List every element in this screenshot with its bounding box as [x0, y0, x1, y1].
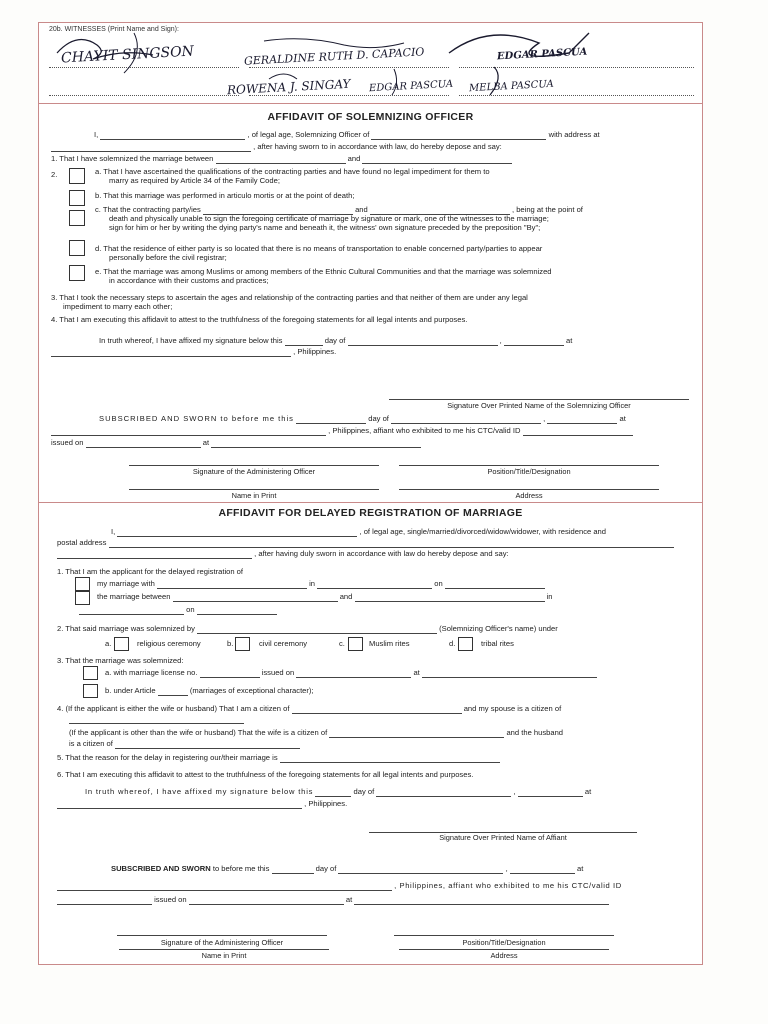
text: I,	[111, 527, 116, 536]
text: and my spouse is a citizen of	[463, 704, 562, 713]
text: to before me this	[212, 864, 270, 873]
day-field[interactable]	[272, 866, 314, 874]
a2-item5	[57, 754, 500, 763]
a1-item1	[51, 155, 512, 164]
a2-item4b	[69, 729, 563, 738]
text: and	[347, 154, 361, 163]
citizenship-field[interactable]	[292, 706, 462, 714]
a2-item1c	[79, 606, 277, 615]
a2-admin-caption: Signature of the Administering Officer	[160, 938, 284, 947]
a2-witness-line2	[57, 800, 347, 809]
a2-item3a	[105, 669, 597, 678]
text: 4. (If the applicant is either the wife or husband) That I am a citizen of	[57, 704, 290, 713]
a2-item6: 6. That I am executing this affidavit to attest to the truthfulness of the foregoing statements for all legal intents and purposes.	[57, 770, 474, 779]
delay-reason-field[interactable]	[280, 755, 500, 763]
a1-position-caption: Position/Title/Designation	[487, 467, 571, 476]
spouse-field[interactable]	[157, 581, 307, 589]
text: and the husband	[506, 728, 564, 737]
year-field[interactable]	[518, 789, 583, 797]
item2e-cont: in accordance with their customs and practices;	[109, 276, 269, 285]
text: day of	[353, 787, 375, 796]
text: b. under Article	[105, 686, 156, 695]
witness-name-2: GERALDINE RUTH D. CAPACIO	[243, 45, 425, 68]
party2-field[interactable]	[362, 156, 512, 164]
text: at	[202, 438, 210, 447]
checkbox-2a[interactable]	[69, 168, 85, 184]
a1-admin-caption: Signature of the Administering Officer	[192, 467, 316, 476]
a2-item4	[57, 705, 561, 714]
text: , Philippines.	[293, 347, 337, 356]
item2a-cont: marry as required by Article 34 of the Family Code;	[109, 176, 280, 185]
affidavit1-title: AFFIDAVIT OF SOLEMNIZING OFFICER	[267, 111, 474, 123]
issued-at-field[interactable]	[422, 670, 597, 678]
name-field[interactable]	[117, 529, 357, 537]
license-no-field[interactable]	[200, 670, 260, 678]
marriage-certificate-back-page	[38, 22, 703, 965]
text: at	[584, 787, 592, 796]
witness-name-5: EDGAR PASCUA	[368, 78, 454, 95]
a1-item4: 4. That I am executing this affidavit to attest to the truthfulness of the foregoing statements for all legal intents and purposes.	[51, 315, 468, 324]
a1-address-caption: Address	[515, 491, 543, 500]
witness-name-1: CHAYIT SINGSON	[60, 43, 195, 67]
text: is a citizen of	[69, 739, 113, 748]
text: at	[345, 895, 353, 904]
a2-item4c	[69, 740, 300, 749]
postal-address-field[interactable]	[109, 540, 674, 548]
text: , of legal age, Solemnizing Officer of	[247, 130, 370, 139]
wife-citizenship-field[interactable]	[329, 730, 504, 738]
text: c. That the contracting party/ies	[95, 205, 201, 214]
a2-sworn-line: SUBSCRIBED AND SWORN to before me this day of , at	[111, 864, 584, 873]
a2-intro-line2	[57, 539, 674, 548]
witness-name-6: MELBA PASCUA	[468, 78, 555, 95]
a2-name-caption: Name in Print	[201, 951, 247, 960]
text: (marriages of exceptional character);	[189, 686, 314, 695]
text: in	[546, 592, 553, 601]
text: issued on	[154, 895, 187, 904]
text: 5. That the reason for the delay in registering our/their marriage is	[57, 753, 278, 762]
a1-sworn-line2	[51, 427, 633, 436]
place-field[interactable]	[57, 883, 392, 891]
opt-d-letter: d.	[449, 639, 456, 648]
text: , Philippines, affiant who exhibited to me his CTC/valid ID	[328, 426, 521, 435]
item2a: a. That I have ascertained the qualifications of the contracting parties and have found no legal impediment for them to	[95, 167, 490, 176]
checkbox-civil[interactable]	[235, 637, 250, 651]
witness-name-4: ROWENA J. SINGAY	[226, 76, 351, 98]
opt-a-label: religious ceremony	[137, 639, 201, 648]
a1-item3: 3. That I took the necessary steps to ascertain the ages and relationship of the contracting parties and that neither of them are under any legal	[51, 293, 528, 302]
text: , Philippines, affiant who exhibited to me his CTC/valid ID	[394, 881, 622, 890]
text: at	[576, 864, 584, 873]
checkbox-religious[interactable]	[114, 637, 129, 651]
name-print-line[interactable]	[119, 949, 329, 950]
issued-on-field[interactable]	[189, 897, 344, 905]
address-cont-field[interactable]	[57, 551, 252, 559]
ctc-field[interactable]	[523, 428, 633, 436]
a2-item2	[57, 625, 558, 634]
text: , of legal age, single/married/divorced/widow/widower, with residence and	[359, 527, 606, 536]
checkbox-2c[interactable]	[69, 210, 85, 226]
month-field[interactable]	[338, 866, 503, 874]
item2e: e. That the marriage was among Muslims or among members of the Ethnic Cultural Communities and that the marriage was solemnized	[95, 267, 552, 276]
item2d-cont: personally before the civil registrar;	[109, 253, 227, 262]
month-field[interactable]	[391, 416, 541, 424]
text: , being at the point of	[511, 205, 583, 214]
text: SUBSCRIBED AND SWORN	[111, 864, 211, 873]
date-field[interactable]	[445, 581, 545, 589]
item2b: b. That this marriage was performed in articulo mortis or at the point of death;	[95, 191, 355, 200]
text: with address at	[548, 130, 600, 139]
text: I,	[94, 130, 99, 139]
a1-issued-line	[51, 439, 421, 448]
issued-on-field[interactable]	[86, 440, 201, 448]
checkbox-tribal[interactable]	[458, 637, 473, 651]
day-field[interactable]	[296, 416, 366, 424]
a2-item1a	[97, 580, 545, 589]
ctc-field[interactable]	[57, 897, 152, 905]
a1-witness-line2	[51, 348, 336, 357]
checkbox-article[interactable]	[83, 684, 98, 698]
place-field[interactable]	[51, 349, 291, 357]
month-field[interactable]	[376, 789, 511, 797]
a1-sworn-line: SUBSCRIBED AND SWORN to before me this day of , at	[99, 414, 626, 423]
position-line[interactable]	[394, 935, 614, 936]
position-line[interactable]	[399, 465, 659, 466]
text: at	[566, 336, 573, 345]
a2-item4-cont	[69, 715, 244, 724]
checkbox-my-marriage[interactable]	[75, 577, 90, 591]
checkbox-license[interactable]	[83, 666, 98, 680]
text: (Solemnizing Officer's name) under	[439, 624, 558, 633]
a1-intro-line	[94, 131, 600, 140]
issued-at-field[interactable]	[354, 897, 609, 905]
officer-field[interactable]	[197, 626, 437, 634]
text: postal address	[57, 538, 107, 547]
text: at	[619, 414, 626, 423]
year-field[interactable]	[547, 416, 617, 424]
text: in	[309, 579, 315, 588]
church-field[interactable]	[371, 132, 546, 140]
a2-signature-caption: Signature Over Printed Name of Affiant	[439, 833, 567, 842]
address-line[interactable]	[399, 489, 659, 490]
a1-intro-line2	[51, 143, 502, 152]
place-field[interactable]	[317, 581, 432, 589]
husband-citizenship-field[interactable]	[115, 741, 300, 749]
text: (If the applicant is other than the wife or husband) That the wife is a citizen of	[69, 728, 328, 737]
a2-item3b	[105, 687, 314, 696]
text: day of	[324, 336, 346, 345]
opt-c-letter: c.	[339, 639, 345, 648]
party1-field[interactable]	[216, 156, 346, 164]
day-field[interactable]	[315, 789, 351, 797]
text: and	[355, 205, 368, 214]
a1-witness-line: In truth whereof, I have affixed my signature below this day of , at	[99, 336, 573, 345]
opt-d-label: tribal rites	[481, 639, 514, 648]
issued-on-field[interactable]	[296, 670, 411, 678]
signature-line[interactable]	[389, 399, 689, 400]
a2-item1: 1. That I am the applicant for the delayed registration of	[57, 567, 244, 576]
text: a. with marriage license no.	[105, 668, 198, 677]
text: on	[434, 579, 443, 588]
opt-a-letter: a.	[105, 639, 112, 648]
place-field[interactable]	[51, 428, 326, 436]
affidavit2-title: AFFIDAVIT FOR DELAYED REGISTRATION OF MARRIAGE	[218, 507, 523, 519]
text: , after having sworn to in accordance with law, do hereby depose and say:	[253, 142, 502, 151]
item2c-cont2: sign for him or her by writing the dying party's name and beneath it, the witness' own signature preceded by the preposition "By";	[109, 223, 541, 232]
day-field[interactable]	[285, 338, 323, 346]
text: SUBSCRIBED AND SWORN to before me this	[99, 414, 294, 423]
affidavit-solemnizing-officer	[39, 103, 702, 483]
a1-item3-cont: impediment to marry each other;	[63, 302, 173, 311]
spouse-citizenship-field[interactable]	[69, 716, 244, 724]
a1-name-caption: Name in Print	[231, 491, 277, 500]
checkbox-2e[interactable]	[69, 265, 85, 281]
text: and	[339, 592, 353, 601]
name-field[interactable]	[100, 132, 245, 140]
checkbox-muslim[interactable]	[348, 637, 363, 651]
name-print-line[interactable]	[129, 489, 379, 490]
witnesses-label: 20b. WITNESSES (Print Name and Sign):	[49, 26, 179, 33]
a2-witness-line: In truth whereof, I have affixed my signature below this day of , at	[85, 787, 592, 796]
place-field[interactable]	[79, 607, 184, 615]
text: the marriage between	[97, 592, 171, 601]
opt-b-label: civil ceremony	[259, 639, 308, 648]
text: my marriage with	[97, 579, 155, 588]
opt-b-letter: b.	[227, 639, 234, 648]
a2-item1b	[97, 593, 553, 602]
admin-signature-line[interactable]	[117, 935, 327, 936]
item2d: d. That the residence of either party is so located that there is no means of transportation to enable concerned party/parties to appear	[95, 244, 543, 253]
date-field[interactable]	[197, 607, 277, 615]
item2c-cont: death and physically unable to sign the foregoing certificate of marriage by signature or mark, one of the witnesses to the marriage;	[109, 214, 549, 223]
text: 2. That said marriage was solemnized by	[57, 624, 195, 633]
checkbox-2b[interactable]	[69, 190, 85, 206]
party1-field[interactable]	[173, 594, 338, 602]
text: day of	[315, 864, 337, 873]
year-field[interactable]	[510, 866, 575, 874]
witness-name-3: EDGAR PASCUA	[496, 46, 588, 63]
address-line[interactable]	[399, 949, 609, 950]
text: , after having duly sworn in accordance with law do hereby depose and say:	[254, 549, 509, 558]
party2-field[interactable]	[355, 594, 545, 602]
checkbox-marriage-between[interactable]	[75, 591, 90, 605]
a2-intro-line	[111, 528, 606, 537]
a1-signature-caption: Signature Over Printed Name of the Solemnizing Officer	[447, 401, 631, 410]
a2-issued-line	[57, 896, 609, 905]
month-field[interactable]	[348, 338, 498, 346]
text: issued on	[51, 438, 84, 447]
checkbox-2d[interactable]	[69, 240, 85, 256]
admin-signature-line[interactable]	[129, 465, 379, 466]
opt-c-label: Muslim rites	[369, 639, 410, 648]
year-field[interactable]	[504, 338, 564, 346]
affidavit-delayed-registration	[39, 502, 702, 966]
a2-position-caption: Position/Title/Designation	[462, 938, 546, 947]
place-field[interactable]	[57, 801, 302, 809]
text: day of	[368, 414, 389, 423]
witness-signature-scribbles	[39, 23, 704, 101]
text: In truth whereof, I have affixed my signature below this	[85, 787, 314, 796]
text: at	[413, 668, 420, 677]
issued-at-field[interactable]	[211, 440, 421, 448]
text: , Philippines.	[304, 799, 348, 808]
text: In truth whereof, I have affixed my signature below this	[99, 336, 283, 345]
a2-item3: 3. That the marriage was solemnized:	[57, 656, 184, 665]
a2-sworn-line2	[57, 882, 622, 891]
item2-number: 2.	[51, 170, 58, 179]
address-field[interactable]	[51, 144, 251, 152]
a2-intro-line3	[57, 550, 509, 559]
text: on	[186, 605, 195, 614]
text: 1. That I have solemnized the marriage between	[51, 154, 214, 163]
witnesses-section	[39, 23, 702, 101]
a2-address-caption: Address	[490, 951, 518, 960]
text: issued on	[261, 668, 295, 677]
article-field[interactable]	[158, 688, 188, 696]
